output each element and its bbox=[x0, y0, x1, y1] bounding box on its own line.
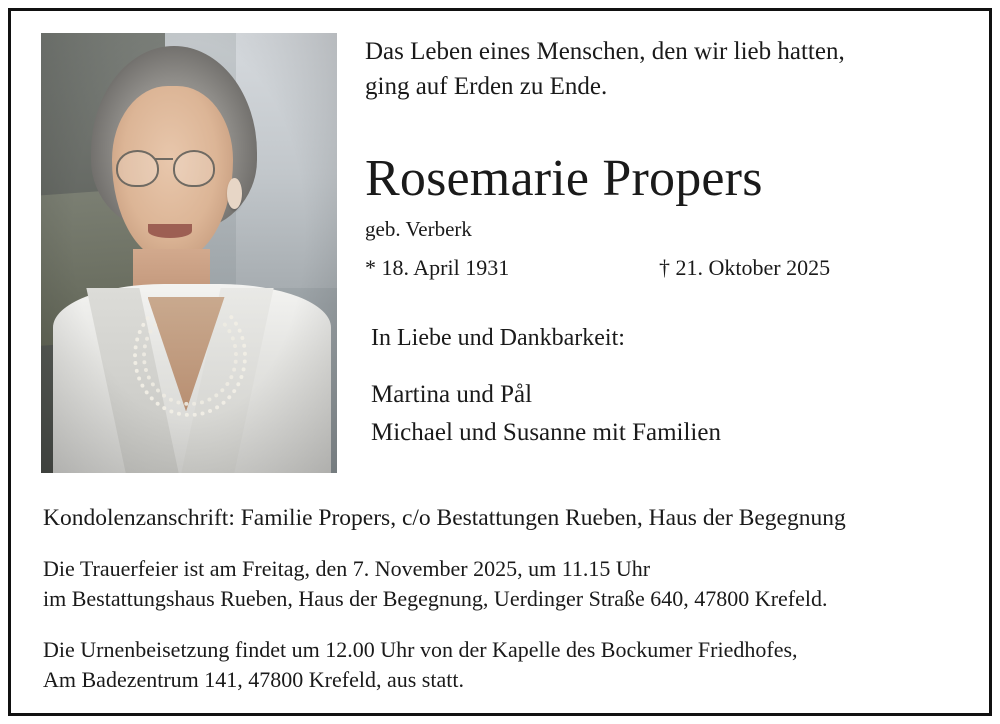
maiden-name: geb. Verberk bbox=[365, 216, 472, 241]
bottom-section bbox=[41, 505, 963, 695]
header-text bbox=[337, 33, 963, 453]
dedication-text: In Liebe und Dankbarkeit: bbox=[371, 324, 625, 351]
survivors-list bbox=[365, 376, 963, 454]
notice-content bbox=[11, 11, 989, 713]
death-date: † 21. Oktober 2025 bbox=[659, 254, 831, 280]
burial-line-1: Die Urnenbeisetzung findet um 12.00 Uhr von der Kapelle des Bockumer Friedhofes, bbox=[43, 636, 798, 662]
survivor-line: Martina und Pål bbox=[371, 380, 533, 408]
life-dates bbox=[365, 255, 963, 281]
intro-line-1: Das Leben eines Menschen, den wir lieb hatten, bbox=[365, 38, 845, 65]
deceased-name: Rosemarie Propers bbox=[365, 150, 763, 207]
intro-line-2: ging auf Erden zu Ende. bbox=[365, 72, 608, 100]
birth-date: * 18. April 1931 bbox=[365, 254, 510, 280]
portrait-photo bbox=[41, 33, 337, 473]
top-section bbox=[41, 33, 963, 473]
intro-text bbox=[365, 35, 963, 104]
funeral-service-line-1: Die Trauerfeier ist am Freitag, den 7. November 2025, um 11.15 Uhr bbox=[43, 556, 651, 581]
funeral-service-line-2: im Bestattungshaus Rueben, Haus der Begegnung, Uerdinger Straße 640, 47800 Krefeld. bbox=[43, 586, 828, 612]
funeral-service-info bbox=[43, 554, 963, 615]
survivor-line: Michael und Susanne mit Familien bbox=[371, 419, 721, 447]
photo-vignette bbox=[41, 33, 337, 473]
burial-line-2: Am Badezentrum 141, 47800 Krefeld, aus statt. bbox=[43, 667, 464, 693]
condolence-address: Kondolenzanschrift: Familie Propers, c/o Bestattungen Rueben, Haus der Begegnung bbox=[43, 505, 846, 531]
burial-info bbox=[43, 635, 963, 696]
